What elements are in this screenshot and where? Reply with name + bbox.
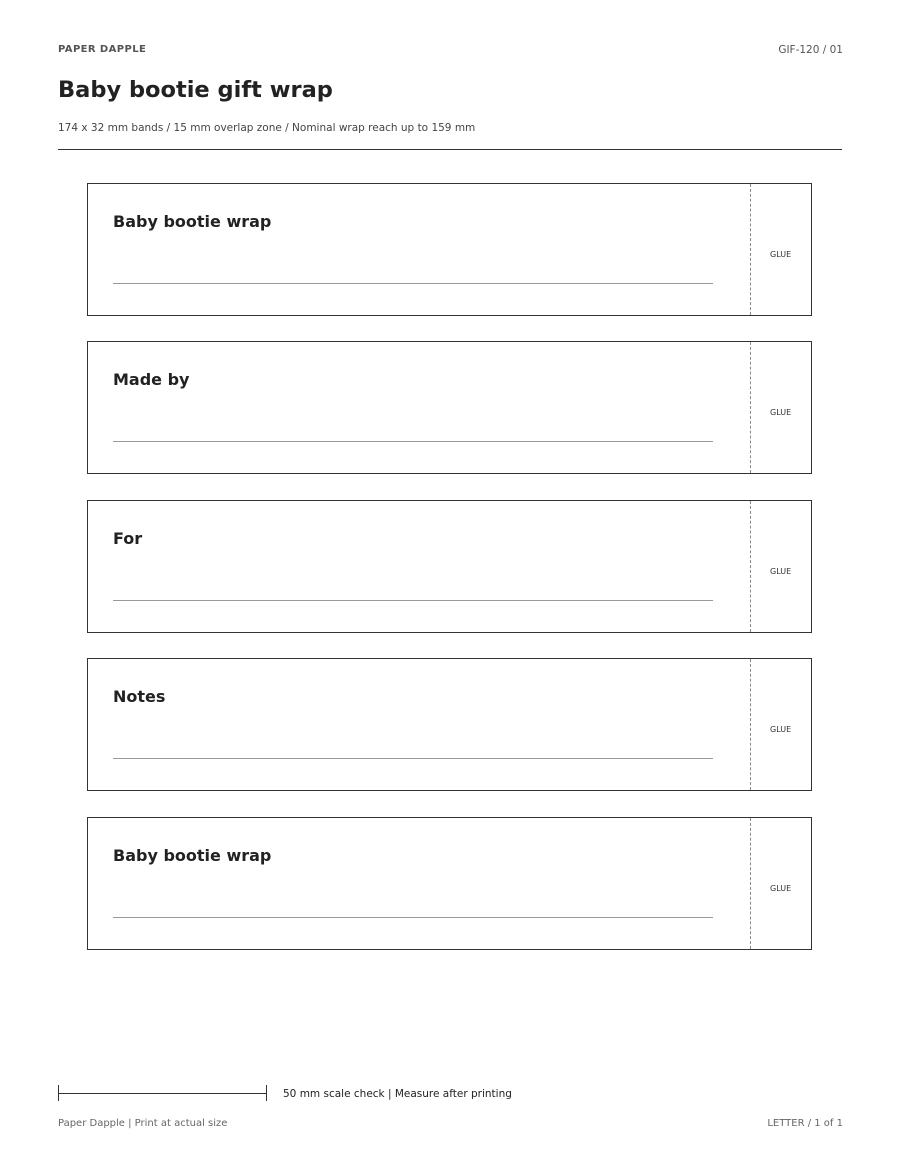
- page-subtitle: 174 x 32 mm bands / 15 mm overlap zone / Nominal wrap reach up to 159 mm: [58, 122, 476, 134]
- fold-line: [750, 184, 751, 315]
- scale-bar: [58, 1085, 266, 1101]
- document-id: GIF-120 / 01: [778, 44, 843, 56]
- fold-line: [750, 342, 751, 473]
- wrap-band: [87, 500, 812, 633]
- write-in-line: [113, 600, 713, 601]
- wrap-band: [87, 658, 812, 791]
- write-in-line: [113, 758, 713, 759]
- fold-line: [750, 659, 751, 790]
- band-label: Baby bootie wrap: [113, 212, 272, 231]
- wrap-band: [87, 341, 812, 474]
- header-divider: [58, 149, 842, 150]
- band-label: Baby bootie wrap: [113, 846, 272, 865]
- wrap-band: [87, 817, 812, 950]
- scale-bar-line: [58, 1093, 266, 1094]
- glue-zone-label: GLUE: [770, 884, 792, 893]
- write-in-line: [113, 917, 713, 918]
- glue-zone-label: GLUE: [770, 408, 792, 417]
- write-in-line: [113, 283, 713, 284]
- glue-zone-label: GLUE: [770, 725, 792, 734]
- fold-line: [750, 501, 751, 632]
- footer-print-note: Paper Dapple | Print at actual size: [58, 1118, 228, 1129]
- page-title: Baby bootie gift wrap: [58, 77, 333, 103]
- wrap-band: [87, 183, 812, 316]
- glue-zone-label: GLUE: [770, 567, 792, 576]
- fold-line: [750, 818, 751, 949]
- band-label: For: [113, 529, 143, 548]
- glue-zone-label: GLUE: [770, 250, 792, 259]
- scale-bar-end-tick: [266, 1085, 267, 1101]
- write-in-line: [113, 441, 713, 442]
- scale-check-text: 50 mm scale check | Measure after printing: [283, 1088, 512, 1100]
- band-label: Made by: [113, 370, 190, 389]
- footer-page-info: LETTER / 1 of 1: [767, 1118, 843, 1129]
- brand-name: PAPER DAPPLE: [58, 44, 147, 55]
- band-label: Notes: [113, 687, 166, 706]
